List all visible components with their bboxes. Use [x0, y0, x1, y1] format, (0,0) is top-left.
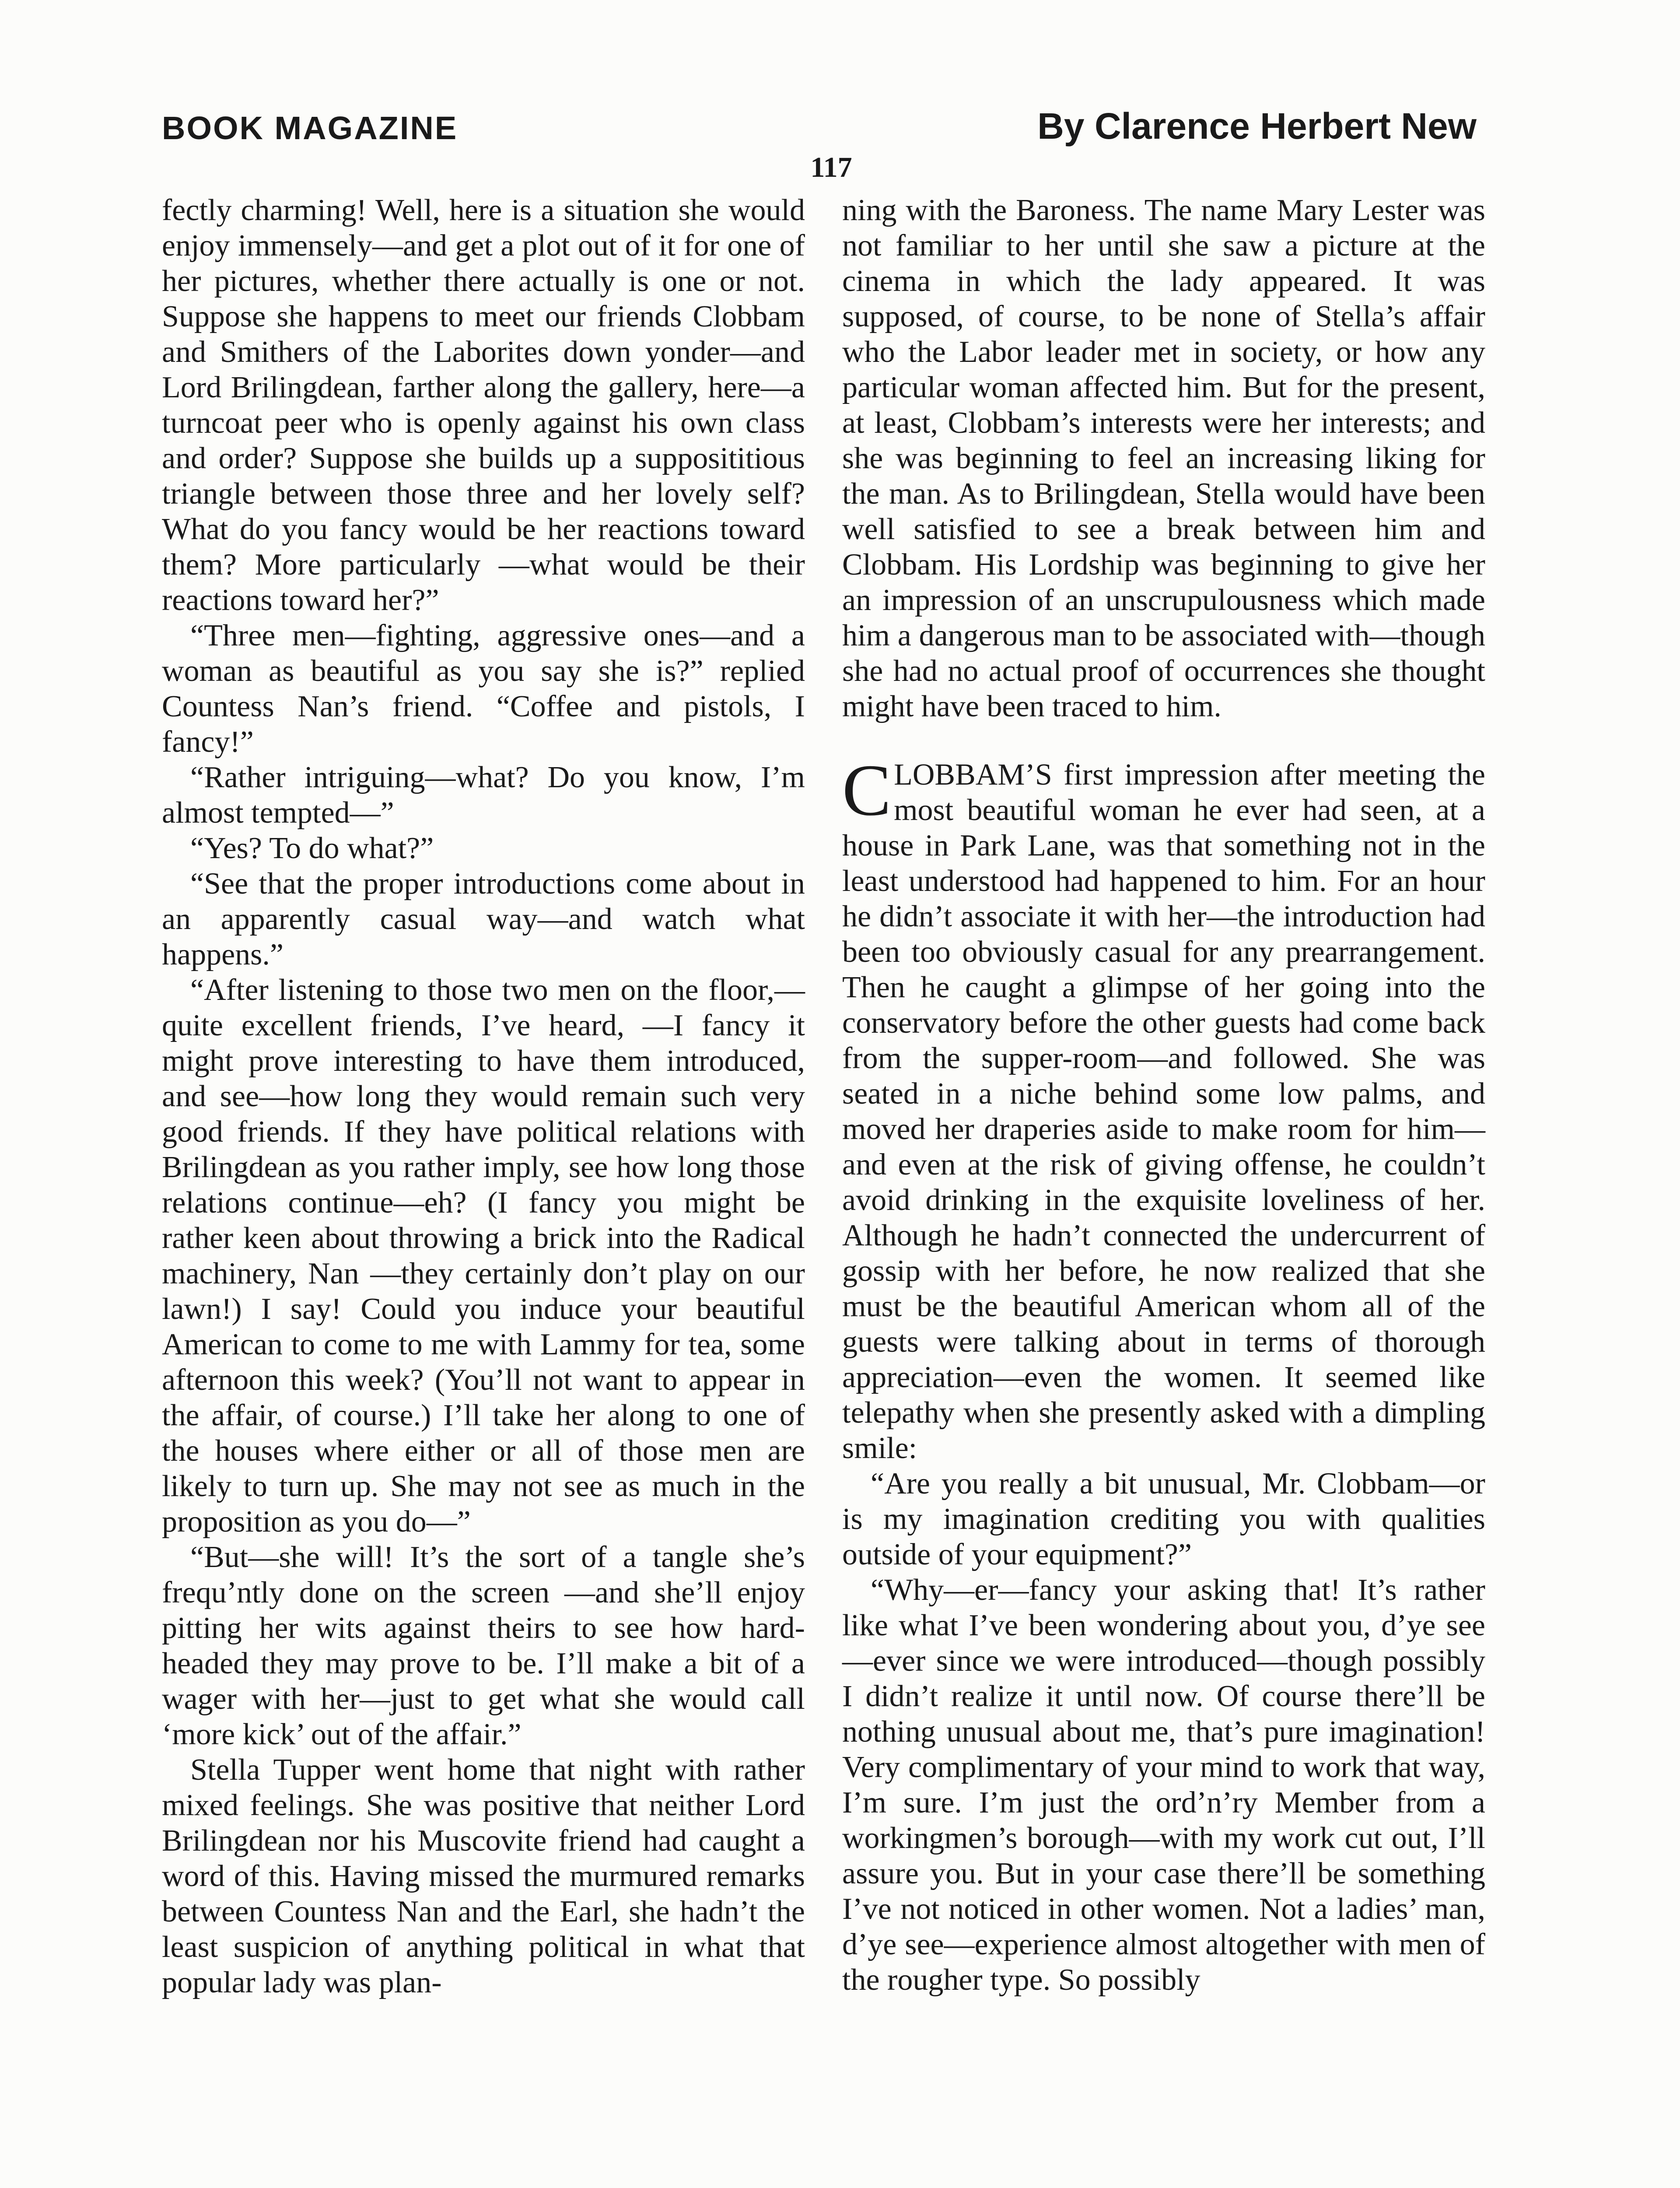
- paragraph: “Rather intriguing—what? Do you know, I’m almost tempted—”: [162, 761, 805, 830]
- running-header-author: By Clarence Herbert New: [1037, 105, 1477, 147]
- paragraph: fectly charming! Well, here is a situation she would enjoy immensely—and get a plot out of it for one of her pictures, whether there actually is one or not. Suppose she happens to meet our friends Clobbam and Smithers of the Laborites down yonder—and Lord Brilingdean, farther along the gallery, here—a turncoat peer who is openly against his own class and order? Suppose she builds up a supposititious triangle between those three and her lovely self? What do you fancy would be her reactions toward them? More particularly —what would be their reactions toward her?”: [162, 193, 805, 617]
- section-opening-text: LOBBAM’S first impression after meeting the most beautiful woman he ever had seen, at a house in Park Lane, was that something not in the least understood had happened to him. For an hour he didn’t associate it with her—the introduction had been too obviously casual for any prearrangement. Then he caught a glimpse of her going into the conservatory before the other guests had come back from the supper-room—and followed. She was seated in a niche behind some low palms, and moved her draperies aside to make room for him—and even at the risk of giving offense, he couldn’t avoid drinking in the exquisite loveliness of her. Although he hadn’t connected the undercurrent of gossip with her before, he now realized that she must be the beautiful American whom all of the guests were talking about in terms of thorough appreciation—even the women. It seemed like telepathy when she presently asked with a dimpling smile:: [842, 758, 1485, 1465]
- drop-cap: C: [842, 750, 892, 831]
- page-number: 117: [810, 151, 852, 183]
- section-opening-paragraph: [842, 750, 1485, 1466]
- paragraph: “Why—er—fancy your asking that! It’s rather like what I’ve been wondering about you, d’ye see—ever since we were introduced—though possibly I didn’t realize it until now. Of course there’ll be nothing unusual about me, that’s pure imagination! Very complimentary of your mind to work that way, I’m sure. I’m just the ord’n’ry Member from a workingmen’s borough—with my work cut out, I’ll assure you. But in your case there’ll be something I’ve not noticed in other women. Not a ladies’ man, d’ye see—experience almost altogether with men of the rougher type. So possibly: [842, 1573, 1485, 1997]
- paragraph: “Are you really a bit unusual, Mr. Clobbam—or is my imagination crediting you with qualities outside of your equipment?”: [842, 1467, 1485, 1571]
- paragraph: “See that the proper introductions come about in an apparently casual way—and watch what happens.”: [162, 867, 805, 971]
- paragraph: “Yes? To do what?”: [190, 831, 434, 865]
- paragraph: “Three men—fighting, aggressive ones—and a woman as beautiful as you say she is?” replied Countess Nan’s friend. “Coffee and pistols, I fancy!”: [162, 619, 805, 759]
- paragraph: “But—she will! It’s the sort of a tangle she’s frequ’ntly done on the screen —and she’ll enjoy pitting her wits against theirs to see how hard-headed they may prove to be. I’ll make a bit of a wager with her—just to get what she would call ‘more kick’ out of the affair.”: [162, 1540, 805, 1751]
- paragraph: “After listening to those two men on the floor,—quite excellent friends, I’ve heard, —I fancy it might prove interesting to have them introduced, and see—how long they would remain such very good friends. If they have political relations with Brilingdean as you rather imply, see how long those relations continue—eh? (I fancy you might be rather keen about throwing a brick into the Radical machinery, Nan —they certainly don’t play on our lawn!) I say! Could you induce your beautiful American to come to me with Lammy for tea, some afternoon this week? (You’ll not want to appear in the affair, of course.) I’ll take her along to one of the houses where either or all of those men are likely to turn up. She may not see as much in the proposition as you do—”: [162, 973, 805, 1539]
- running-header-magazine: BOOK MAGAZINE: [162, 110, 458, 146]
- paragraph: Stella Tupper went home that night with rather mixed feelings. She was positive that neither Lord Brilingdean nor his Muscovite friend had caught a word of this. Having missed the murmured remarks between Countess Nan and the Earl, she hadn’t the least suspicion of anything political in what that popular lady was plan-: [162, 1753, 805, 1999]
- paragraph-continued: ning with the Baroness. The name Mary Lester was not familiar to her until she saw a picture at the cinema in which the lady appeared. It was supposed, of course, to be none of Stella’s affair who the Labor leader met in society, or how any particular woman affected him. But for the present, at least, Clobbam’s interests were her interests; and she was beginning to feel an increasing liking for the man. As to Brilingdean, Stella would have been well satisfied to see a break between him and Clobbam. His Lordship was beginning to give her an impression of an unscrupulousness which made him a dangerous man to be associated with—though she had no actual proof of occurrences she thought might have been traced to him.: [842, 193, 1485, 723]
- text-column-right: [842, 193, 1485, 1998]
- text-column-left: [162, 193, 805, 2000]
